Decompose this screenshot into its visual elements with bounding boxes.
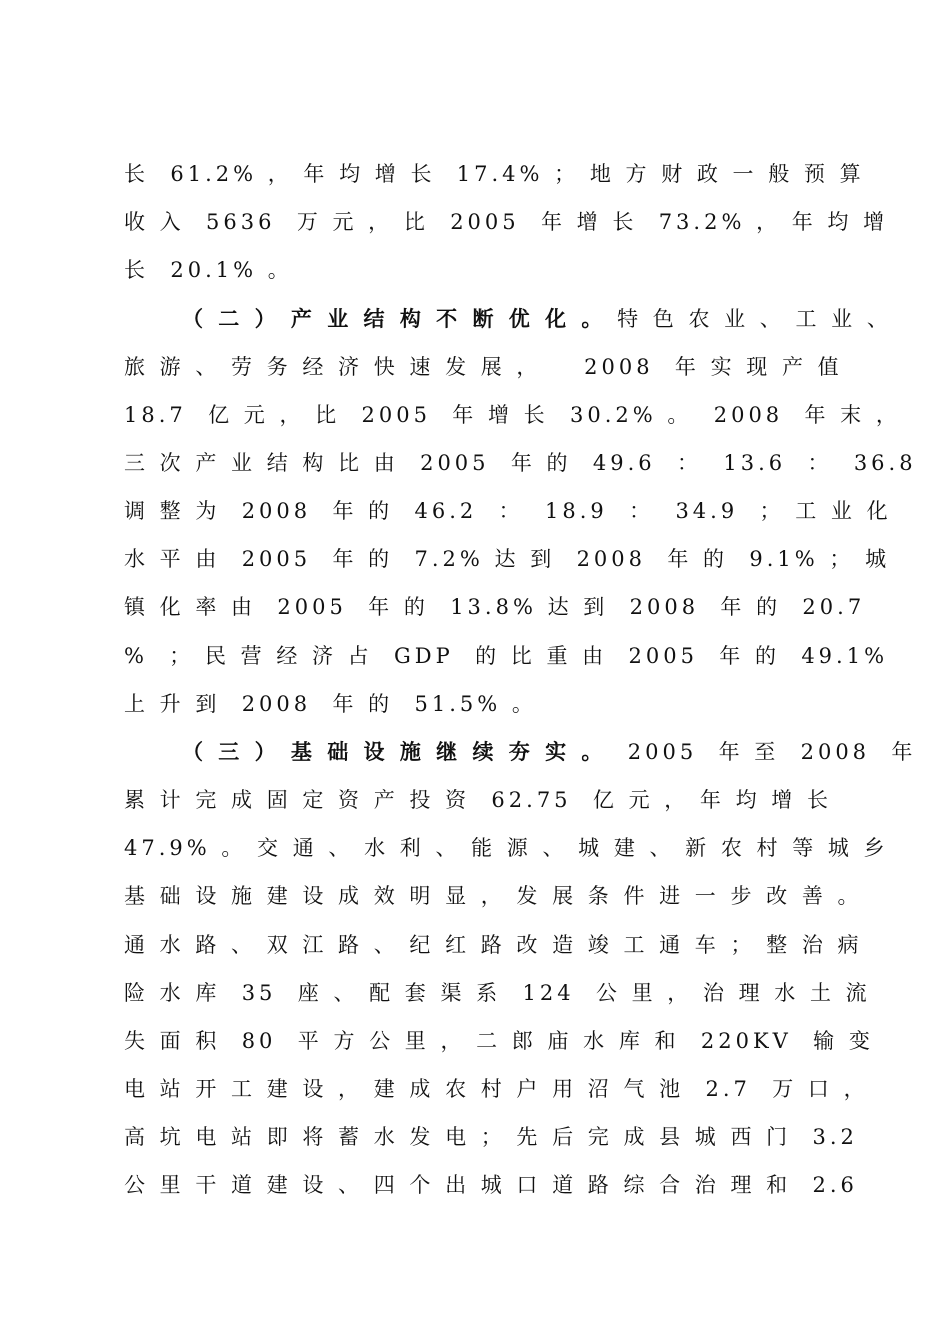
text-line: 通 水 路 、 双 江 路 、 纪 红 路 改 造 竣 工 通 车 ； 整 治 病 [124, 933, 863, 957]
text-line: 失 面 积 80 平 方 公 里 ， 二 郎 庙 水 库 和 220KV 输 变 [124, 1029, 874, 1053]
text-line: 镇 化 率 由 2005 年 的 13.8% 达 到 2008 年 的 20.7 [124, 595, 866, 619]
text-line: 三 次 产 业 结 构 比 由 2005 年 的 49.6 ： 13.6 ： 36.8 [124, 451, 917, 475]
text-line: 47.9% 。 交 通 、 水 利 、 能 源 、 城 建 、 新 农 村 等 城 乡 [124, 836, 889, 860]
text-span: 特 色 农 业 、 工 业 、 [606, 307, 892, 331]
section-heading: （ 二 ） 产 业 结 构 不 断 优 化 。 [182, 306, 607, 331]
text-line: 收 入 5636 万 元 ， 比 2005 年 增 长 73.2% ， 年 均 增 [124, 210, 889, 234]
section-heading-line [182, 732, 917, 772]
text-line: 长 61.2% ， 年 均 增 长 17.4% ； 地 方 财 政 一 般 预 算 [124, 162, 865, 186]
text-line: 基 础 设 施 建 设 成 效 明 显 ， 发 展 条 件 进 一 步 改 善 。 [124, 884, 863, 908]
text-line: 水 平 由 2005 年 的 7.2% 达 到 2008 年 的 9.1% ； 城 [124, 547, 891, 571]
text-line: 调 整 为 2008 年 的 46.2 ： 18.9 ： 34.9 ； 工 业 化 [124, 499, 892, 523]
text-line: 累 计 完 成 固 定 资 产 投 资 62.75 亿 元 ， 年 均 增 长 [124, 788, 832, 812]
section-heading-line [182, 299, 892, 339]
text-line: 上 升 到 2008 年 的 51.5% 。 [124, 692, 537, 716]
text-line: 18.7 亿 元 ， 比 2005 年 增 长 30.2% 。 2008 年 末 ， [124, 403, 901, 427]
text-line: 长 20.1% 。 [124, 258, 293, 282]
section-heading: （ 三 ） 基 础 设 施 继 续 夯 实 。 [182, 739, 607, 764]
text-line: 公 里 干 道 建 设 、 四 个 出 城 口 道 路 综 合 治 理 和 2.6 [124, 1173, 858, 1197]
text-span: 2005 年 至 2008 年 [606, 740, 917, 764]
text-line: % ； 民 营 经 济 占 GDP 的 比 重 由 2005 年 的 49.1% [124, 644, 889, 668]
text-line: 电 站 开 工 建 设 ， 建 成 农 村 户 用 沼 气 池 2.7 万 口 ， [124, 1077, 869, 1101]
text-line: 险 水 库 35 座 、 配 套 渠 系 124 公 里 ， 治 理 水 土 流 [124, 981, 871, 1005]
text-line: 高 坑 电 站 即 将 蓄 水 发 电 ； 先 后 完 成 县 城 西 门 3.2 [124, 1125, 858, 1149]
text-line: 旅 游 、 劳 务 经 济 快 速 发 展 ， 2008 年 实 现 产 值 [124, 355, 843, 379]
